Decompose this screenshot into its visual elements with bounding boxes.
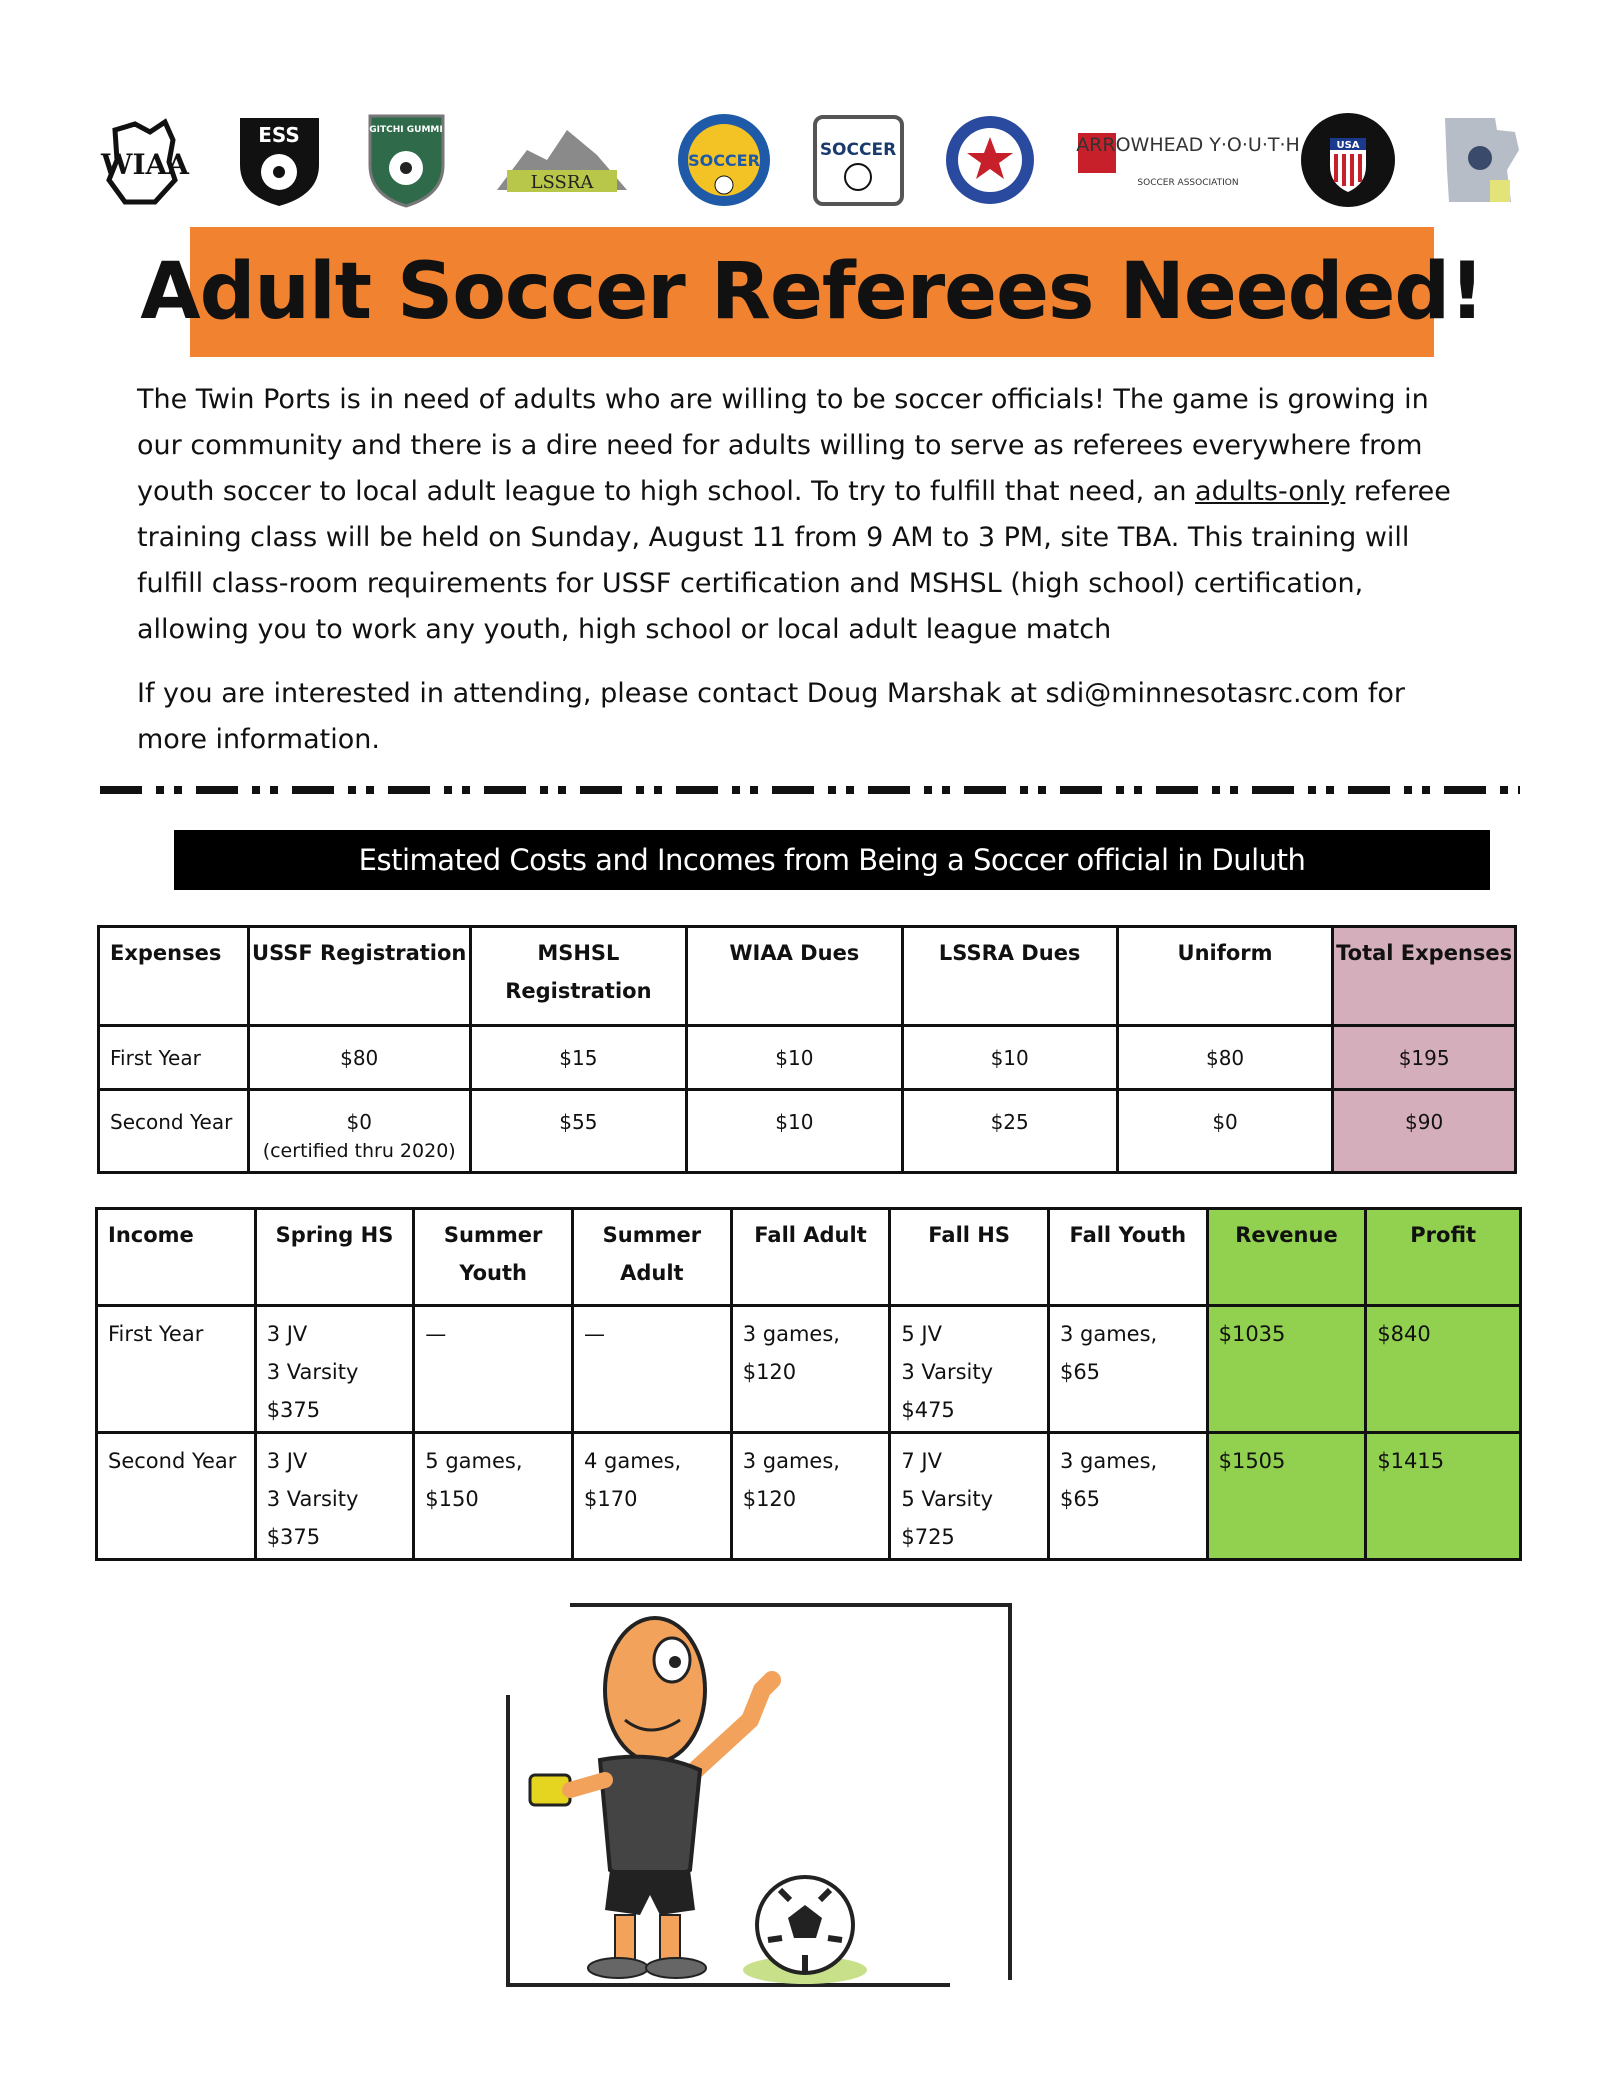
adults-only-underline: adults-only: [1195, 476, 1346, 507]
revenue-header: Revenue: [1207, 1209, 1366, 1306]
table-cell: $55: [470, 1090, 687, 1173]
fall-adult-header: Fall Adult: [731, 1209, 890, 1306]
intro-paragraph: [137, 377, 1457, 653]
row-label: Second Year: [99, 1090, 249, 1173]
minnesota-state-referee-logo: [1435, 110, 1525, 210]
row-label: First Year: [99, 1026, 249, 1090]
fall-hs-header: Fall HS: [890, 1209, 1049, 1306]
expenses-header-row: [99, 927, 1516, 1026]
income-table: [95, 1207, 1522, 1561]
page-title: Adult Soccer Referees Needed!: [140, 247, 1484, 337]
section-heading: Estimated Costs and Incomes from Being a Soccer official in Duluth: [174, 830, 1490, 890]
table-cell: 3 games, $65: [1048, 1306, 1207, 1433]
arrowhead-youth-logo-text: ARROWHEAD Y·O·U·T·H: [1075, 134, 1300, 156]
mshsl-registration-header: MSHSL Registration: [470, 927, 687, 1026]
table-cell: —: [573, 1306, 732, 1433]
profit-cell: $1415: [1366, 1433, 1521, 1560]
duluth-amateur-soccer-league-logo: [943, 110, 1038, 210]
table-cell: $10: [902, 1026, 1117, 1090]
minnesota-soccer-logo: [674, 110, 774, 210]
table-cell: 3 JV 3 Varsity $375: [255, 1306, 414, 1433]
lssra-logo-text: LSSRA: [530, 172, 594, 193]
summer-adult-header: Summer Adult: [573, 1209, 732, 1306]
table-row: [97, 1433, 1521, 1560]
minnesota-soccer-logo-text: SOCCER: [687, 151, 760, 170]
soccer-league-logo: [811, 110, 906, 210]
table-cell: 3 games, $120: [731, 1306, 890, 1433]
table-cell: $80: [248, 1026, 470, 1090]
table-row: [97, 1306, 1521, 1433]
intro-text-2: referee training class will be held on Sunday, August 11 from 9 AM to 3 PM, site TBA. This training will fulfill class-room requirements for USSF certification and MSHSL (high school) certification, allowing you to work any youth, high school or local adult league match: [137, 476, 1451, 645]
revenue-cell: $1035: [1207, 1306, 1366, 1433]
profit-cell: $840: [1366, 1306, 1521, 1433]
spring-hs-header: Spring HS: [255, 1209, 414, 1306]
gitchi-gummi-logo: [364, 110, 449, 210]
revenue-cell: $1505: [1207, 1433, 1366, 1560]
table-cell: $80: [1117, 1026, 1332, 1090]
referee-cartoon: [500, 1600, 1020, 1995]
gitchi-gummi-logo-text: GITCHI GUMMI: [369, 125, 444, 135]
lssra-dues-header: LSSRA Dues: [902, 927, 1117, 1026]
arrowhead-youth-logo: [1075, 110, 1300, 210]
income-header-row: [97, 1209, 1521, 1306]
total-cell: $90: [1333, 1090, 1516, 1173]
contact-paragraph: If you are interested in attending, please contact Doug Marshak at sdi@minnesotasrc.com for more information.: [137, 678, 1405, 755]
cell-value: $0: [346, 1110, 372, 1134]
table-row: [99, 1026, 1516, 1090]
income-header: Income: [97, 1209, 256, 1306]
wiaa-logo: [95, 110, 195, 210]
soccer-league-logo-text: SOCCER: [819, 139, 897, 160]
wiaa-logo-text: WIAA: [101, 148, 189, 181]
table-cell: [248, 1090, 470, 1173]
table-cell: $15: [470, 1026, 687, 1090]
table-cell: 3 games, $120: [731, 1433, 890, 1560]
table-cell: $0: [1117, 1090, 1332, 1173]
table-cell: 5 JV 3 Varsity $475: [890, 1306, 1049, 1433]
table-row: [99, 1090, 1516, 1173]
table-cell: 4 games, $170: [573, 1433, 732, 1560]
row-label: Second Year: [97, 1433, 256, 1560]
intro-text-1: The Twin Ports is in need of adults who are willing to be soccer officials! The game is growing in our community and there is a dire need for adults willing to serve as referees everywhere from youth soccer to local adult league to high school. To try to fulfill that need, an: [137, 384, 1429, 507]
dashed-divider: [100, 786, 1520, 794]
table-cell: 5 games, $150: [414, 1433, 573, 1560]
table-cell: —: [414, 1306, 573, 1433]
uniform-header: Uniform: [1117, 927, 1332, 1026]
profit-header: Profit: [1366, 1209, 1521, 1306]
lssra-logo: [487, 110, 637, 210]
summer-youth-header: Summer Youth: [414, 1209, 573, 1306]
ess-logo-text: ESS: [258, 123, 301, 147]
ess-logo: [232, 110, 327, 210]
expenses-table: [97, 925, 1517, 1174]
logo-row: [95, 105, 1525, 215]
title-banner: [140, 227, 1484, 357]
total-expenses-header: Total Expenses: [1333, 927, 1516, 1026]
table-cell: $10: [687, 1026, 902, 1090]
cell-note: (certified thru 2020): [262, 1140, 456, 1162]
table-cell: 3 games, $65: [1048, 1433, 1207, 1560]
table-cell: $25: [902, 1090, 1117, 1173]
ussf-registration-header: USSF Registration: [248, 927, 470, 1026]
us-soccer-referee-logo: [1298, 110, 1398, 210]
expenses-header: Expenses: [99, 927, 249, 1026]
total-cell: $195: [1333, 1026, 1516, 1090]
us-soccer-logo-text: USA: [1336, 140, 1360, 151]
row-label: First Year: [97, 1306, 256, 1433]
table-cell: 3 JV 3 Varsity $375: [255, 1433, 414, 1560]
table-cell: 7 JV 5 Varsity $725: [890, 1433, 1049, 1560]
table-cell: $10: [687, 1090, 902, 1173]
arrowhead-youth-logo-subtext: SOCCER ASSOCIATION: [1136, 178, 1239, 188]
wiaa-dues-header: WIAA Dues: [687, 927, 902, 1026]
fall-youth-header: Fall Youth: [1048, 1209, 1207, 1306]
